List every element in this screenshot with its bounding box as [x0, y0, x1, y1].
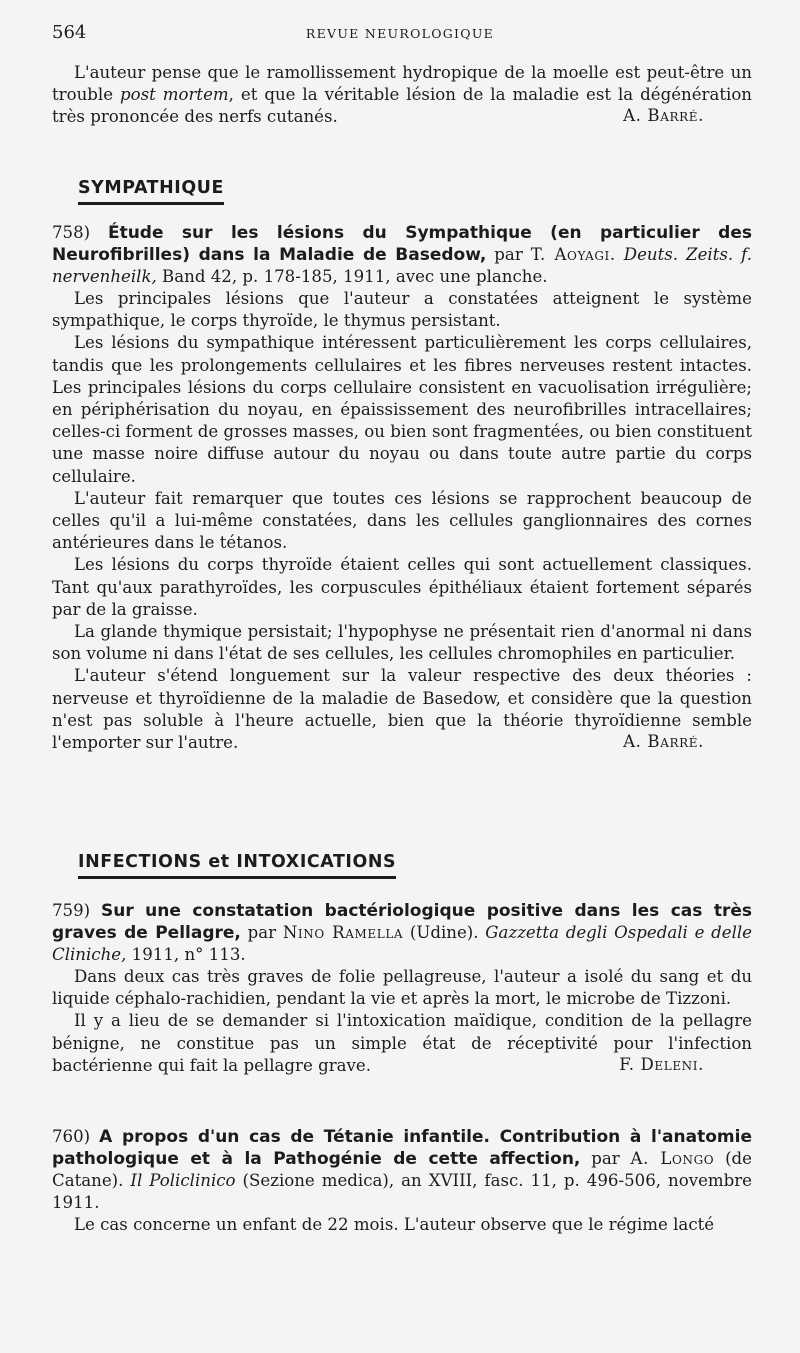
abstract-759-paragraph: Dans deux cas très graves de folie pellagreuse, l'auteur a isolé du sang et du liquide céphalo-rachidien, pendant la vie et après la mort, le microbe de Tizzoni.: [52, 967, 752, 1009]
abstract-758-paragraph: La glande thymique persistait; l'hypophyse ne présentait rien d'anormal ni dans son volume ni dans l'état de ses cellules, les cellules chromophiles en particulier.: [52, 622, 752, 664]
abstract-758-heading: 758) Étude sur les lésions du Sympathique (en particulier des Neurofibrilles) dans la Maladie de Basedow, par T. Aoyagi. Deuts. Zeits. f. nervenheilk, Band 42, p. 178-185, 1911, avec une planche.: [52, 223, 753, 286]
abstract-758-paragraph: L'auteur s'étend longuement sur la valeur respective des deux théories : nerveuse et thyroïdienne de la maladie de Basedow, et considère que la question n'est pas soluble à l'heure actuelle, bien que la théorie thyroïdienne semble l'emporter sur l'autre.: [52, 666, 752, 753]
abstract-759: [52, 900, 752, 1074]
running-header: [0, 22, 800, 48]
abstract-759-heading: 759) Sur une constatation bactériologique positive dans les cas très graves de Pellagre, par Nino Ramella (Udine). Gazzetta degli Ospedali e delle Cliniche, 1911, n° 113.: [52, 901, 753, 964]
page-number: 564: [52, 22, 87, 43]
abstract-758-title: Étude sur les lésions du Sympathique (en particulier des Neurofibrilles) dans la Maladie de Basedow,: [52, 223, 752, 265]
abstract-760-title: A propos d'un cas de Tétanie infantile. Contribution à l'anatomie pathologique et à la Pathogénie de cette affection,: [52, 1127, 752, 1169]
intro-paragraph-block: [52, 62, 752, 125]
intro-signature: A. Barré.: [623, 106, 704, 126]
abstract-758-paragraph: Les principales lésions que l'auteur a constatées atteignent le système sympathique, le corps thyroïde, le thymus persistant.: [52, 289, 752, 331]
abstract-759-paragraph: Il y a lieu de se demander si l'intoxication maïdique, condition de la pellagre bénigne, ne constitue pas un simple état de réceptivité pour l'infection bactérienne qui fait la pellagre grave.: [52, 1011, 752, 1075]
abstract-758-signature: A. Barré.: [623, 732, 704, 752]
abstract-759-signature: F. Deleni.: [619, 1054, 704, 1074]
intro-paragraph: L'auteur pense que le ramollissement hydropique de la moelle est peut-être un trouble post mortem, et que la véritable lésion de la maladie est la dégénération très prononcée des nerfs cutanés.: [52, 63, 752, 127]
abstract-758-paragraph: Les lésions du sympathique intéressent particulièrement les corps cellulaires, tandis que les prolongements cellulaires et les fibres nerveuses restent intactes. Les principales lésions du corps cellulaire consistent en vacuolisation irrégulière; en périphérisation du noyau, en épaississement des neurofibrilles intracellaires; celles-ci forment de grosses masses, ou bien sont fragmentées, ou bien constituent une masse noire diffuse autour du noyau ou dans toute autre partie du corps cellulaire.: [52, 333, 752, 486]
abstract-759-journal: Gazzetta degli Ospedali e delle Cliniche,: [52, 923, 752, 964]
abstract-760-heading: 760) A propos d'un cas de Tétanie infantile. Contribution à l'anatomie pathologique et à la Pathogénie de cette affection, par A. Longo (de Catane). Il Policlinico (Sezione medica), an XVIII, fasc. 11, p. 496-506, novembre 1911.: [52, 1127, 753, 1212]
section-heading-sympathique: SYMPATHIQUE: [78, 178, 224, 205]
abstract-758: [52, 222, 752, 751]
journal-title: REVUE NEUROLOGIQUE: [305, 26, 495, 41]
abstract-760-paragraph: Le cas concerne un enfant de 22 mois. L'auteur observe que le régime lacté: [74, 1215, 715, 1234]
section-heading-infections: INFECTIONS et INTOXICATIONS: [78, 852, 396, 879]
intro-italic: post mortem: [120, 85, 229, 105]
section-rule: [78, 876, 396, 879]
abstract-760-author: A. Longo: [630, 1149, 715, 1168]
abstract-758-paragraph: L'auteur fait remarquer que toutes ces lésions se rapprochent beaucoup de celles qu'il a lui-même constatées, dans les cellules ganglionnaires des cornes antérieures dans le tétanos.: [52, 488, 752, 553]
section-rule: [78, 202, 224, 205]
abstract-759-title: Sur une constatation bactériologique positive dans les cas très graves de Pellagre,: [52, 901, 753, 943]
abstract-759-author: Nino Ramella: [282, 923, 404, 942]
abstract-760: [52, 1126, 752, 1236]
abstract-760-journal: Il Policlinico: [130, 1171, 236, 1190]
abstract-758-journal: Deuts. Zeits. f. nervenheilk,: [52, 245, 753, 286]
abstract-758-paragraph: Les lésions du corps thyroïde étaient celles qui sont actuellement classiques. Tant qu'aux parathyroïdes, les corpuscules épithéliaux étaient fortement séparés par de la graisse.: [52, 555, 752, 619]
abstract-758-author: T. Aoyagi.: [530, 245, 616, 264]
